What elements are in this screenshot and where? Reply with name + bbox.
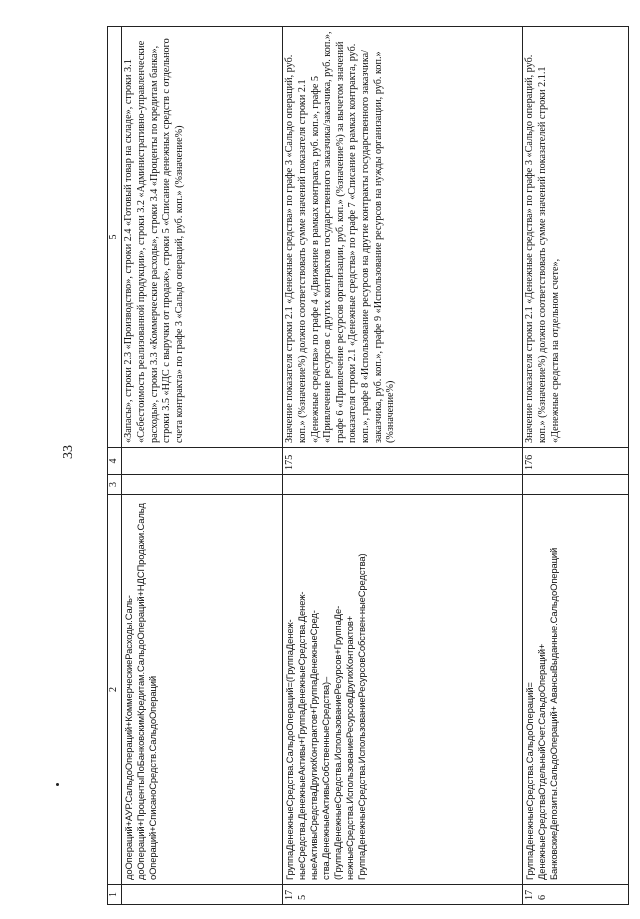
- header-col-4: 4: [108, 448, 122, 475]
- description-cell: «Запасы», строки 2.3 «Производство», строки 2.4 «Готовый товар на складе», строки 3.1 «Себестоимость реализованной продукции», строки 3.2 «Административно-управленческие расходы», строки 3.3 «Коммерческие расходы», строки 3.4 «Проценты по кредитам банка», строки 3.5 «НДС с выручки от продаж», строки 5 «Списание денежных средств с отдельного счета контракта» по графе 3 «Сальдо операций, руб. коп.» (%значение%): [122, 27, 283, 448]
- table-row: [122, 27, 283, 905]
- rule-number: 176: [523, 448, 629, 475]
- formula-cell: ГруппаДенежныеСредства.СальдоОпераций= ДенежныеСредстваОтдельныйСчет.СальдоОпераций+ БанковскиеДепозиты.СальдоОпераций+ АвансыВыданные.СальдоОпераций: [523, 495, 629, 885]
- formula-cell: доОпераций+АУР.СальдоОпераций+КоммерческиеРасходы.Саль-доОпераций+ПроцентыПоБанковскимКредитам.СальдоОпераций+НДСПродажи.СальдоОпераций+СписаноСредств.СальдоОпераций: [122, 495, 283, 885]
- rule-number: [122, 448, 283, 475]
- row-number: 176: [523, 885, 629, 905]
- table-row: [283, 27, 523, 905]
- description-cell: Значение показателя строки 2.1 «Денежные средства» по графе 3 «Сальдо операций, руб. коп.» (%значение%) должно соответствовать сумме значений показателя строки 2.1 «Денежные средства» по графе 4 «Движение в рамках контракта, руб. коп.», графе 5 «Привлечение ресурсов с других контрактов государственного заказчика/заказчика, руб. коп.», графе 6 «Привлечение ресурсов организации, руб. коп.» (%значение%) за вычетом значений показателя строки 2.1 «Денежные средства» по графе 7 «Списание в рамках контракта, руб. коп.», графе 8 «Использование ресурсов на другие контракты государственного заказчика/заказчика, руб. коп.», графе 9 «Использование ресурсов на нужды организации, руб. коп.» (%значение%): [283, 27, 523, 448]
- header-col-5: 5: [108, 27, 122, 448]
- empty-cell: [283, 475, 523, 495]
- header-row: [108, 27, 122, 905]
- table-row: [523, 27, 629, 905]
- row-number: [122, 885, 283, 905]
- rule-number: 175: [283, 448, 523, 475]
- description-cell: Значение показателя строки 2.1 «Денежные средства» по графе 3 «Сальдо операций, руб. коп.» (%значение%) должно соответствовать сумме значений показателей строки 2.1.1 «Денежные средства на отдельном счете»,: [523, 27, 629, 448]
- formula-cell: ГруппаДенежныеСредства.СальдоОпераций=(ГруппаДенеж-ныеСредства.ДенежныеАктивы+ГруппаДенежныеСредства.Денеж-ныеАктивыСредстваДругихКонтрактов+ГруппаДенежныеСред-ства.ДенежныеАктивыСобственныеСредства)– (ГруппаДенежныеСредства.ИспользованиеРесурсов+ГруппаДе-нежныеСредства.ИспользованиеРесурсовДругихКонтрактов+ ГруппаДенежныеСредства.ИспользованиеРесурсовСобствен-ныеСредства): [283, 495, 523, 885]
- empty-cell: [122, 475, 283, 495]
- validation-rules-table: [107, 26, 629, 905]
- header-col-3: 3: [108, 475, 122, 495]
- stray-mark: [56, 783, 59, 786]
- page-number: 33: [61, 445, 76, 459]
- header-col-1: 1: [108, 885, 122, 905]
- rotated-table-wrapper: [107, 27, 629, 905]
- row-number: 175: [283, 885, 523, 905]
- empty-cell: [523, 475, 629, 495]
- header-col-2: 2: [108, 495, 122, 885]
